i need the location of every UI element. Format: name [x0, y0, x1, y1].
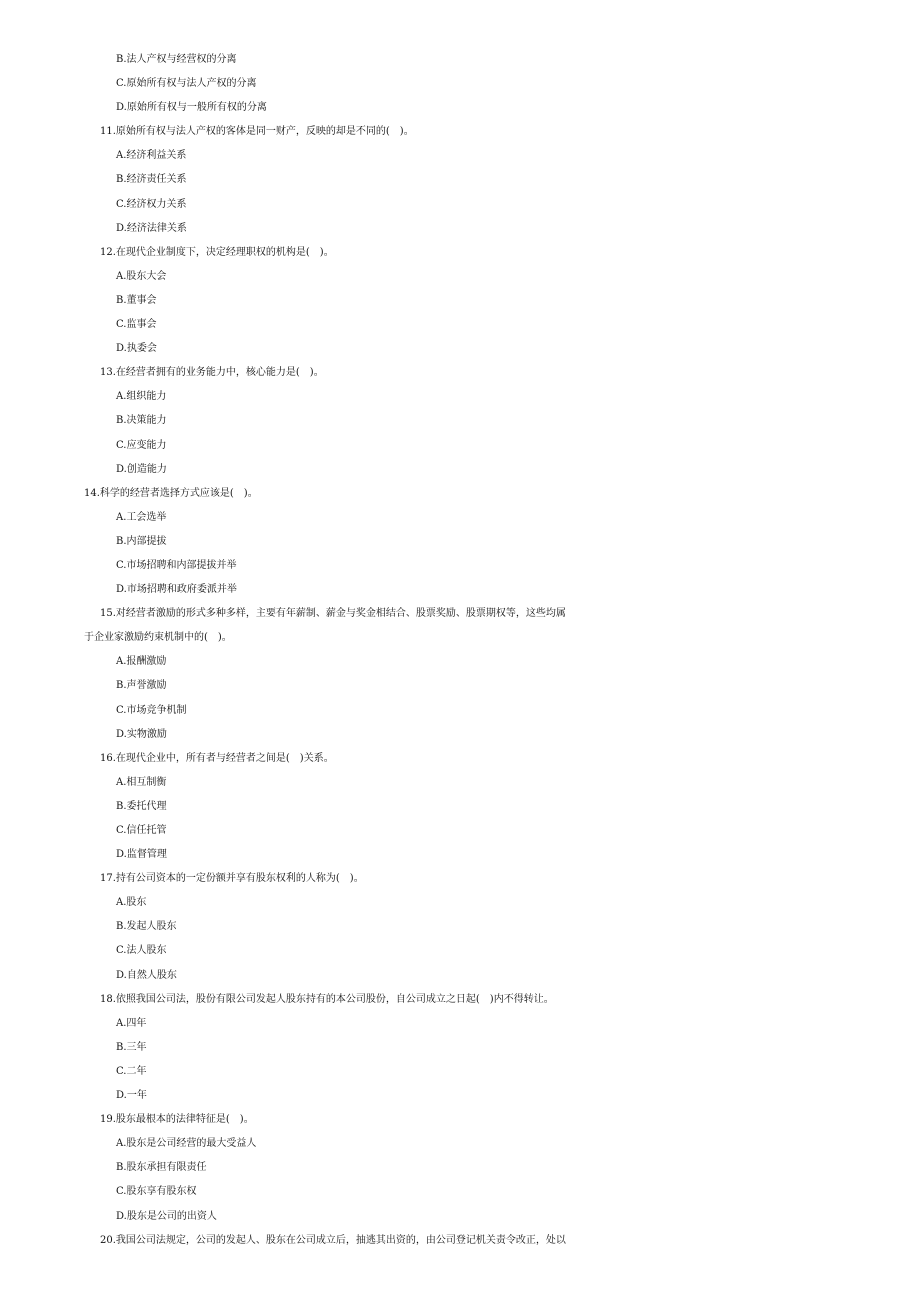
- option-line: D.市场招聘和政府委派并举: [116, 584, 237, 596]
- question-17: 17.持有公司资本的一定份额并享有股东权利的人称为( )。: [100, 873, 364, 885]
- option-line: D.自然人股东: [116, 969, 177, 981]
- option-line: D.执委会: [116, 343, 157, 355]
- option-line: C.股东享有股东权: [116, 1186, 197, 1198]
- document-page: [0, 48, 920, 1253]
- option-line: B.声誉激励: [116, 680, 167, 692]
- option-line: D.原始所有权与一般所有权的分离: [116, 102, 267, 114]
- option-line: A.股东大会: [116, 270, 167, 282]
- option-line: C.市场招聘和内部提拔并举: [116, 559, 237, 571]
- option-line: C.原始所有权与法人产权的分离: [116, 78, 257, 90]
- option-line: B.三年: [116, 1041, 147, 1053]
- option-line: B.发起人股东: [116, 921, 177, 933]
- option-line: C.监事会: [116, 319, 157, 331]
- option-line: B.董事会: [116, 294, 157, 306]
- option-line: D.监督管理: [116, 849, 167, 861]
- option-line: A.经济利益关系: [116, 150, 187, 162]
- option-line: A.报酬激励: [116, 656, 167, 668]
- option-line: B.经济责任关系: [116, 174, 187, 186]
- question-14: 14.科学的经营者选择方式应该是( )。: [84, 487, 258, 499]
- option-line: D.一年: [116, 1090, 147, 1102]
- question-15: 15.对经营者激励的形式多种多样，主要有年薪制、薪金与奖金相结合、股票奖励、股票期权等，这些均属: [100, 608, 566, 620]
- option-line: B.委托代理: [116, 800, 167, 812]
- option-line: A.四年: [116, 1017, 147, 1029]
- question-11: 11.原始所有权与法人产权的客体是同一财产，反映的却是不同的( )。: [100, 126, 414, 138]
- option-line: B.内部提拔: [116, 535, 167, 547]
- option-line: A.工会选举: [116, 511, 167, 523]
- option-line: C.市场竞争机制: [116, 704, 187, 716]
- question-20: 20.我国公司法规定，公司的发起人、股东在公司成立后，抽逃其出资的，由公司登记机关责令改正，处以: [100, 1234, 566, 1246]
- question-18: 18.依照我国公司法，股份有限公司发起人股东持有的本公司股份，自公司成立之日起( )内不得转让。: [100, 993, 554, 1005]
- option-line: B.股东承担有限责任: [116, 1162, 207, 1174]
- question-16: 16.在现代企业中，所有者与经营者之间是( )关系。: [100, 752, 334, 764]
- option-line: D.经济法律关系: [116, 222, 187, 234]
- option-line: B.决策能力: [116, 415, 167, 427]
- option-line: D.股东是公司的出资人: [116, 1210, 217, 1222]
- question-13: 13.在经营者拥有的业务能力中，核心能力是( )。: [100, 367, 324, 379]
- option-line: A.组织能力: [116, 391, 167, 403]
- option-line: D.实物激励: [116, 728, 167, 740]
- option-line: C.二年: [116, 1065, 147, 1077]
- option-line: D.创造能力: [116, 463, 167, 475]
- question-19: 19.股东最根本的法律特征是( )。: [100, 1114, 254, 1126]
- option-line: C.应变能力: [116, 439, 167, 451]
- question-12: 12.在现代企业制度下，决定经理职权的机构是( )。: [100, 246, 334, 258]
- option-line: B.法人产权与经营权的分离: [116, 54, 237, 65]
- option-line: C.经济权力关系: [116, 198, 187, 210]
- option-line: A.相互制衡: [116, 776, 167, 788]
- question-15-continued: 于企业家激励约束机制中的( )。: [84, 632, 232, 644]
- option-line: A.股东是公司经营的最大受益人: [116, 1138, 257, 1150]
- option-line: A.股东: [116, 897, 147, 909]
- option-line: C.法人股东: [116, 945, 167, 957]
- option-line: C.信任托管: [116, 825, 167, 836]
